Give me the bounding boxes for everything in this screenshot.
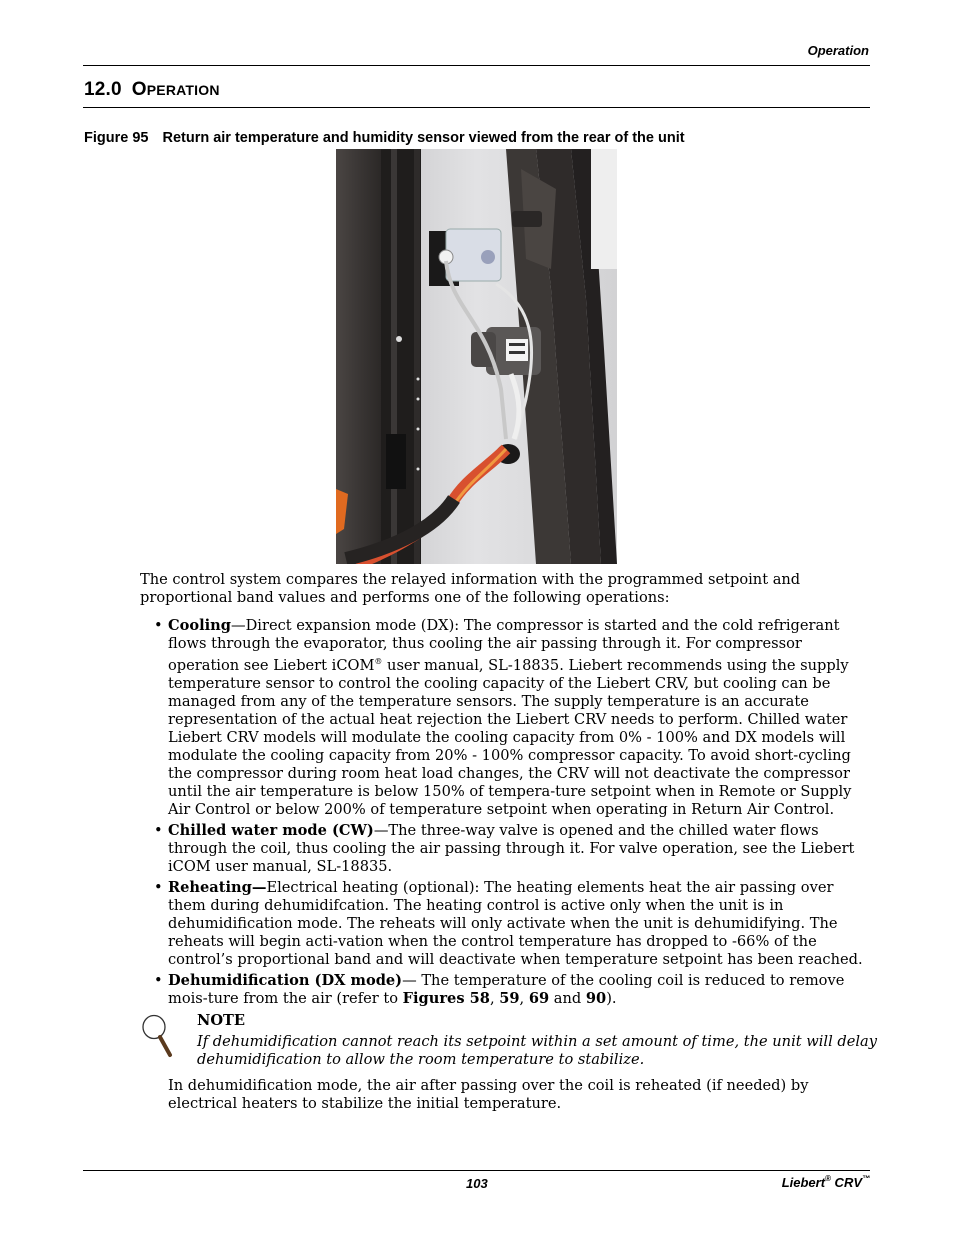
section-title-rest: PERATION (146, 82, 220, 98)
note-text: If dehumidification cannot reach its setpoint within a set amount of time, the unit will delay dehumidification to allow the room temperature to stabilize. (197, 1033, 877, 1068)
section-number: 12.0 (84, 79, 122, 100)
figure-caption-text: Return air temperature and humidity sensor viewed from the rear of the unit (162, 130, 685, 146)
header-rule (83, 65, 870, 66)
term-cooling: Cooling (168, 617, 231, 634)
term-chilled-water: Chilled water mode (CW) (168, 821, 374, 839)
figure-ref-59[interactable]: 59 (499, 989, 520, 1007)
figure-ref-58[interactable]: Figures 58 (402, 989, 490, 1007)
dehumidification-text: — The temperature of the cooling coil is reduced to remove mois-ture from the air (refer to (168, 971, 845, 1007)
operations-list (154, 617, 874, 1011)
separator: and (549, 989, 586, 1007)
page-number: 103 (466, 1176, 488, 1191)
cooling-text-cont: user manual, SL-18835. Liebert recommends using the supply temperature sensor to control the cooling capacity of the Liebert CRV, but cooling can be managed from any of the temperature sensors. The supply temperature is an accurate representation of the actual heat rejection the Liebert CRV needs to perform. Chilled water Liebert CRV models will modulate the cooling capacity from 0% - 100% and DX models will modulate the cooling capacity from 20% - 100% compressor capacity. To avoid short-cycling the compressor during room heat load changes, the CRV will not deactivate the compressor until the air temperature is below 150% of tempera-ture setpoint when in Remote or Supply Air Control or below 200% of temperature setpoint when operating in Return Air Control. (168, 656, 852, 818)
running-head: Operation (807, 43, 869, 58)
separator: , (519, 989, 529, 1007)
figure-caption (84, 130, 685, 146)
registered-mark: ® (825, 1174, 831, 1183)
separator: , (489, 989, 500, 1007)
cooling-text: —Direct expansion mode (DX): The compressor is started and the cold refrigerant flows through the evaporator, thus cooling the air passing through it. For compressor operation see Liebert iCOM (168, 617, 840, 674)
chilled-water-text: —The three-way valve is opened and the chilled water flows through the coil, thus cooling the air passing through it. For valve operation, see the Liebert iCOM user manual, SL-18835. (168, 821, 855, 875)
closing-text: ). (606, 989, 617, 1007)
trademark-mark: ™ (862, 1174, 870, 1183)
term-dehumidification: Dehumidification (DX mode) (168, 971, 403, 989)
bullet-icon: • (154, 971, 163, 989)
section-rule (83, 107, 870, 108)
magnifier-icon (140, 1014, 174, 1058)
registered-mark: ® (374, 657, 383, 666)
figure-ref-90[interactable]: 90 (585, 989, 607, 1007)
figure-photo (336, 149, 617, 564)
list-item-reheating (154, 879, 874, 969)
brand-name: Liebert (781, 1175, 826, 1190)
closing-paragraph: In dehumidification mode, the air after passing over the coil is reheated (if needed) by electrical heaters to stabilize the initial temperature. (168, 1077, 809, 1112)
reheating-text: Electrical heating (optional): The heating elements heat the air passing over them during dehumidifcation. The heating control is active only when the unit is in dehumidification mode. The reheats will only activate when the unit is dehumidifying. The reheats will begin acti-vation when the control temperature has dropped to -66% of the control’s proportional band and will deactivate when temperature setpoint has been reached. (168, 878, 863, 968)
footer-brand (782, 1174, 870, 1190)
list-item-dehumidification (154, 972, 874, 1008)
section-title-initial: O (131, 79, 147, 100)
bullet-icon: • (154, 878, 163, 896)
bullet-icon: • (154, 821, 163, 839)
figure-ref-69[interactable]: 69 (528, 989, 550, 1007)
product-name: CRV (830, 1175, 862, 1190)
intro-paragraph: The control system compares the relayed information with the programmed setpoint and proportional band values and performs one of the following operations: (140, 571, 801, 606)
bullet-icon: • (154, 617, 163, 634)
footer-rule (83, 1170, 870, 1171)
term-reheating: Reheating— (168, 878, 267, 896)
section-title (84, 79, 220, 101)
list-item-chilled-water (154, 822, 874, 876)
figure-label: Figure 95 (84, 130, 149, 146)
list-item-cooling (154, 617, 874, 819)
note-title: NOTE (197, 1012, 246, 1029)
